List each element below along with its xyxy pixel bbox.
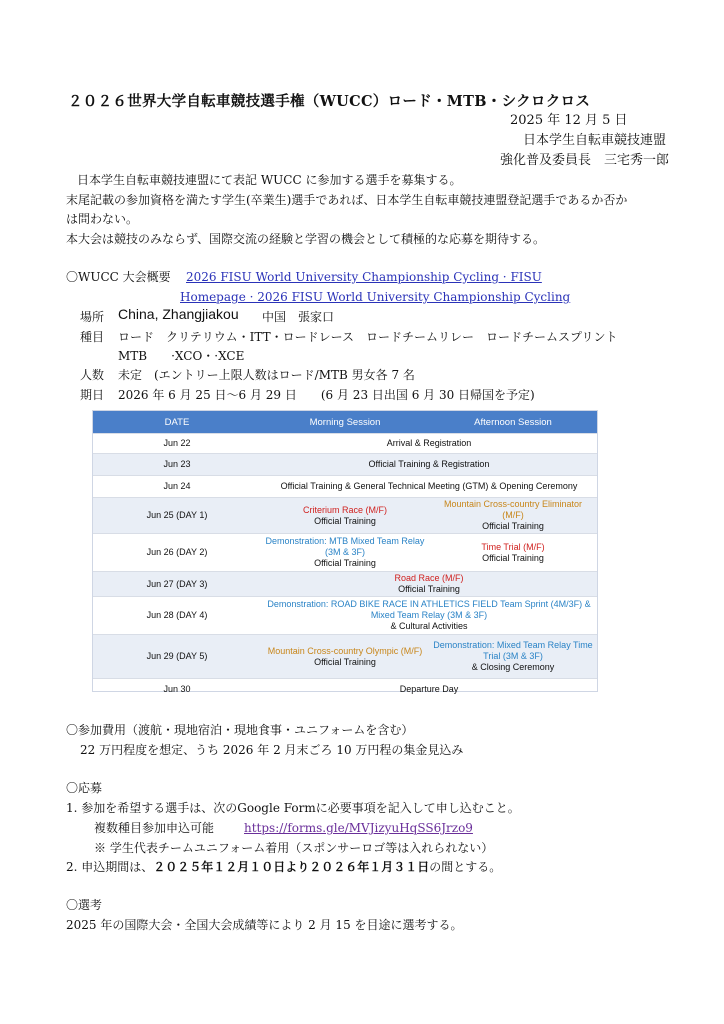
- people-label: 人数: [80, 368, 105, 382]
- page-title: ２０２６世界大学自転車競技選手権（WUCC）ロード・MTB・シクロクロス: [68, 93, 591, 110]
- events-line-1: ロード クリテリウム・ITT・ロードレース ロードチームリレー ロードチームスプリント: [118, 330, 618, 344]
- row-afternoon: [429, 635, 597, 679]
- row-date: Jun 30: [93, 679, 261, 701]
- table-row: [93, 679, 597, 701]
- intro-line-3: は問わない。: [66, 212, 139, 226]
- issuer-person: 強化普及委員長 三宅秀一郎: [500, 153, 670, 168]
- event-sub: Official Training: [482, 552, 544, 563]
- row-full: [261, 597, 597, 635]
- row-date: Jun 23: [93, 454, 261, 476]
- period-value: 2026 年 6 月 25 日〜6 月 29 日 (6 月 23 日出国 6 月 30 日帰国を予定): [118, 388, 535, 402]
- event-title: Demonstration: MTB Mixed Team Relay (3M & 3F): [265, 536, 425, 557]
- row-full: [261, 572, 597, 597]
- row-date: Jun 28 (DAY 4): [93, 597, 261, 635]
- header-morning: Morning Session: [261, 411, 429, 434]
- multi-entry-note: 複数種目参加申込可能: [94, 821, 215, 835]
- row-morning: [261, 635, 429, 679]
- row-date: Jun 27 (DAY 3): [93, 572, 261, 597]
- event-title: Road Race (M/F): [394, 573, 464, 583]
- event-sub: Official Training: [398, 584, 460, 594]
- event-sub: Official Training: [314, 515, 376, 526]
- intro-line-1: 日本学生自転車競技連盟にて表記 WUCC に参加する選手を募集する。: [77, 173, 462, 187]
- apply-item-2-prefix: 2. 申込期間は、: [66, 860, 154, 874]
- event-title: Demonstration: Mixed Team Relay Time Trial (3M & 3F): [433, 640, 593, 661]
- row-morning: [261, 534, 429, 572]
- apply-period: ２０２５年１２月１０日より２０２６年１月３１日: [153, 860, 430, 874]
- table-row: [93, 454, 597, 476]
- overview-heading: 〇WUCC 大会概要: [66, 270, 171, 284]
- people-value: 未定 (エントリー上限人数はロード/MTB 男女各 7 名: [118, 368, 415, 382]
- events-line-2: MTB ·XCO・·XCE: [118, 349, 245, 363]
- table-row: [93, 434, 597, 454]
- event-sub: Official Training: [482, 521, 544, 531]
- event-sub: Official Training: [314, 558, 376, 568]
- table-row: [93, 635, 597, 679]
- apply-item-2-suffix: の間とする。: [429, 860, 502, 874]
- row-date: Jun 26 (DAY 2): [93, 534, 261, 572]
- row-date: Jun 29 (DAY 5): [93, 635, 261, 679]
- issue-date: 2025 年 12 月 5 日: [510, 113, 628, 128]
- table-row: [93, 572, 597, 597]
- event-title: Criterium Race (M/F): [302, 504, 387, 515]
- row-morning: [261, 498, 429, 534]
- header-afternoon: Afternoon Session: [429, 411, 597, 434]
- row-full: Official Training & General Technical Meeting (GTM) & Opening Ceremony: [261, 476, 597, 498]
- apply-item-1: 1. 参加を希望する選手は、次のGoogle Formに必要事項を記入して申し込むこと。: [66, 801, 520, 815]
- row-full: Official Training & Registration: [261, 454, 597, 476]
- row-full: Departure Day: [261, 679, 597, 701]
- event-sub: & Closing Ceremony: [471, 662, 555, 672]
- event-title: Time Trial (M/F): [481, 541, 545, 552]
- event-title: Demonstration: ROAD BIKE RACE IN ATHLETICS FIELD Team Sprint (4M/3F) & Mixed Team Relay (3M & 3F): [267, 599, 591, 620]
- row-afternoon: [429, 534, 597, 572]
- schedule-table: [92, 410, 598, 695]
- header-date: DATE: [93, 411, 261, 434]
- period-label: 期日: [80, 388, 105, 402]
- apply-heading: 〇応募: [66, 781, 103, 795]
- row-date: Jun 22: [93, 434, 261, 454]
- venue-label: 場所: [80, 310, 105, 324]
- uniform-note: ※ 学生代表チームユニフォーム着用（スポンサーロゴ等は入れられない）: [94, 841, 494, 855]
- event-sub: Official Training: [314, 656, 376, 667]
- fisu-link-1[interactable]: 2026 FISU World University Championship Cycling · FISU: [186, 270, 542, 284]
- intro-line-4: 本大会は競技のみならず、国際交流の経験と学習の機会として積極的な応募を期待する。: [66, 232, 546, 246]
- event-title: Mountain Cross-country Eliminator (M/F): [443, 499, 583, 520]
- event-sub: & Cultural Activities: [390, 621, 468, 631]
- event-title: Mountain Cross-country Olympic (M/F): [267, 645, 423, 656]
- row-date: Jun 24: [93, 476, 261, 498]
- table-row: [93, 534, 597, 572]
- venue-value: China, Zhangjiakou: [118, 306, 239, 322]
- selection-heading: 〇選考: [66, 898, 103, 912]
- table-row: [93, 597, 597, 635]
- venue-jp: 中国 張家口: [262, 310, 335, 324]
- intro-line-2: 末尾記載の参加資格を満たす学生(卒業生)選手であれば、日本学生自転車競技連盟登記選手であるか否か: [66, 193, 628, 207]
- table-row: [93, 476, 597, 498]
- row-full: Arrival & Registration: [261, 434, 597, 454]
- fee-heading: 〇参加費用（渡航・現地宿泊・現地食事・ユニフォームを含む）: [66, 723, 414, 737]
- row-date: Jun 25 (DAY 1): [93, 498, 261, 534]
- google-form-link[interactable]: https://forms.gle/MVJizyuHqSS6Jrzo9: [244, 821, 473, 835]
- fisu-link-2[interactable]: Homepage · 2026 FISU World University Championship Cycling: [180, 290, 571, 304]
- selection-text: 2025 年の国際大会・全国大会成績等により 2 月 15 を目途に選考する。: [66, 918, 463, 932]
- table-row: [93, 498, 597, 534]
- apply-item-2: [66, 859, 501, 876]
- fee-text: 22 万円程度を想定、うち 2026 年 2 月末ごろ 10 万円程の集金見込み: [80, 743, 464, 757]
- row-afternoon: [429, 498, 597, 534]
- issuer-org: 日本学生自転車競技連盟: [523, 133, 667, 148]
- events-label: 種目: [80, 330, 105, 344]
